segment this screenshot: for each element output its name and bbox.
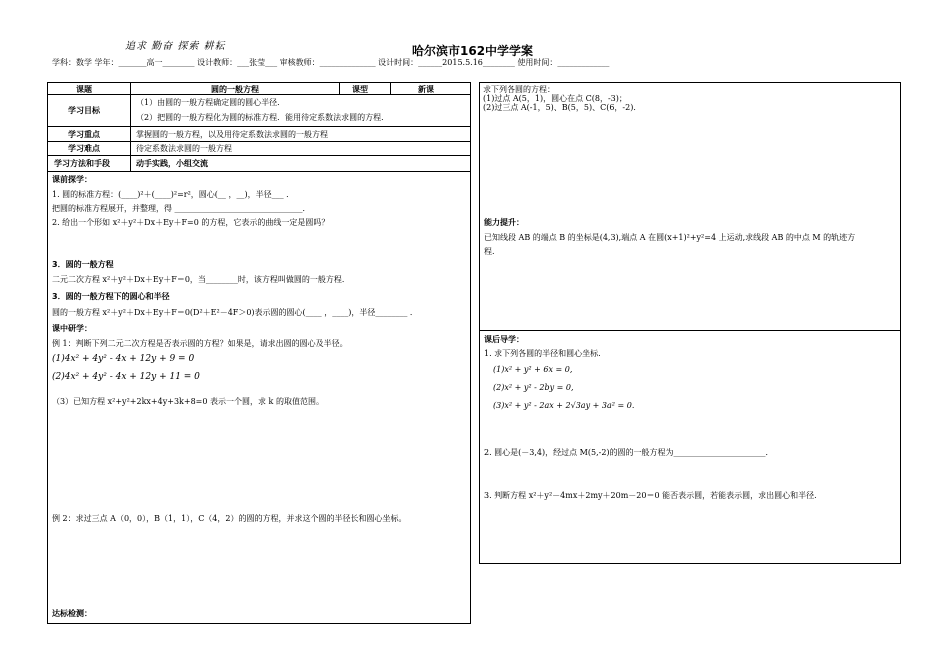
label-method: 学习方法和手段 xyxy=(54,159,110,168)
ability-text-1: 已知线段 AB 的端点 B 的坐标是(4,3),端点 A 在圆(x+1)²+y²=4 上运动,求线段 AB 的中点 M 的轨迹方 xyxy=(484,233,856,242)
right-q-1: (1)过点 A(5，1)，圆心在点 C(8，-3)； xyxy=(483,94,627,103)
topic-value: 圆的一般方程 xyxy=(211,85,259,94)
header-meta: 学科：数学 学年：_______高一________ 设计教师：___张莹___ 审核教师：______________ 设计时间：______2015.5.16________ 使用时间：_____________ xyxy=(52,58,610,67)
section-4-text: 圆的一般方程 x²＋y²＋Dx＋Ey＋F＝0(D²＋E²－4F＞0)表示圆的圆心(____ ，____)，半径________ ． xyxy=(52,308,418,317)
goal-1: （1）由圆的一般方程确定圆的圆心半径． xyxy=(136,98,286,107)
example-1: 例 1：判断下列二元二次方程是否表示圆的方程？如果是，请求出圆的圆心及半径。 xyxy=(52,339,348,348)
label-topic: 课题 xyxy=(76,85,92,94)
post-q2: 2. 圆心是(－3,4)，经过点 M(5,-2)的圆的一般方程为_______________________． xyxy=(484,448,774,457)
section-3-text: 二元二次方程 x²＋y²＋Dx＋Ey＋F＝0，当________时，该方程叫做圆的一般方程． xyxy=(52,275,350,284)
post-q1-1: (1)x² + y² + 6x = 0, xyxy=(493,365,573,374)
label-goal: 学习目标 xyxy=(68,106,100,115)
right-q-title: 求下列各圆的方程： xyxy=(483,85,555,94)
label-type: 课型 xyxy=(352,85,368,94)
pre-q2: 2. 给出一个形如 x²＋y²＋Dx＋Ey＋F=0 的方程，它表示的曲线一定是圆吗？ xyxy=(52,218,330,227)
post-q3: 3. 判断方程 x²＋y²－4mx＋2my＋20m－20＝0 能否表示圆，若能表示圆，求出圆心和半径. xyxy=(484,491,817,500)
test-title: 达标检测： xyxy=(52,609,92,618)
example-1-part-1: (1)4x² + 4y² - 4x + 12y + 9 = 0 xyxy=(52,354,195,364)
section-3-title: 3．圆的一般方程 xyxy=(52,260,114,269)
method-value: 动手实践，小组交流 xyxy=(136,159,208,168)
page-title: 哈尔滨市162中学学案 xyxy=(412,44,534,58)
post-q1: 1. 求下列各圆的半径和圆心坐标. xyxy=(484,349,601,358)
motto: 追求 勤奋 探索 耕耘 xyxy=(125,41,226,52)
example-2: 例 2：求过三点 A（0，0），B（1，1），C（4，2）的圆的方程，并求这个圆的半径长和圆心坐标。 xyxy=(52,514,407,523)
example-1-part-3: （3）已知方程 x²+y²+2kx+4y+3k+8=0 表示一个圆，求 k 的取值范围。 xyxy=(52,397,324,406)
post-q1-3: (3)x² + y² - 2ax + 2√3ay + 3a² = 0. xyxy=(493,401,635,410)
difficulty-value: 待定系数法求圆的一般方程 xyxy=(136,144,232,153)
ability-title: 能力提升： xyxy=(484,218,524,227)
key-value: 掌握圆的一般方程，以及用待定系数法求圆的一般方程 xyxy=(136,130,328,139)
pre-q1b: 把圆的标准方程展开，并整理，得 ________________________________． xyxy=(52,204,311,213)
left-panel xyxy=(47,82,471,624)
ability-text-2: 程. xyxy=(484,247,495,256)
goal-2: （2）把圆的一般方程化为圆的标准方程．能用待定系数法求圆的方程． xyxy=(136,113,390,122)
pre-study-title: 课前探学： xyxy=(52,175,92,184)
right-q-2: (2)过三点 A(-1，5)、B(5，5)、C(6，-2)． xyxy=(483,103,642,112)
right-panel xyxy=(479,82,901,564)
mid-study-title: 课中研学： xyxy=(52,324,92,333)
type-value: 新课 xyxy=(418,85,434,94)
label-key: 学习重点 xyxy=(68,130,100,139)
post-study-title: 课后导学： xyxy=(484,335,524,344)
pre-q1: 1. 圆的标准方程：(____)²＋(____)²=r²，圆心(__ ，__)，半径___ ． xyxy=(52,190,295,199)
example-1-part-2: (2)4x² + 4y² - 4x + 12y + 11 = 0 xyxy=(52,372,200,382)
section-4-title: 3．圆的一般方程下的圆心和半径 xyxy=(52,292,170,301)
label-difficulty: 学习难点 xyxy=(68,144,100,153)
post-q1-2: (2)x² + y² - 2by = 0, xyxy=(493,383,574,392)
